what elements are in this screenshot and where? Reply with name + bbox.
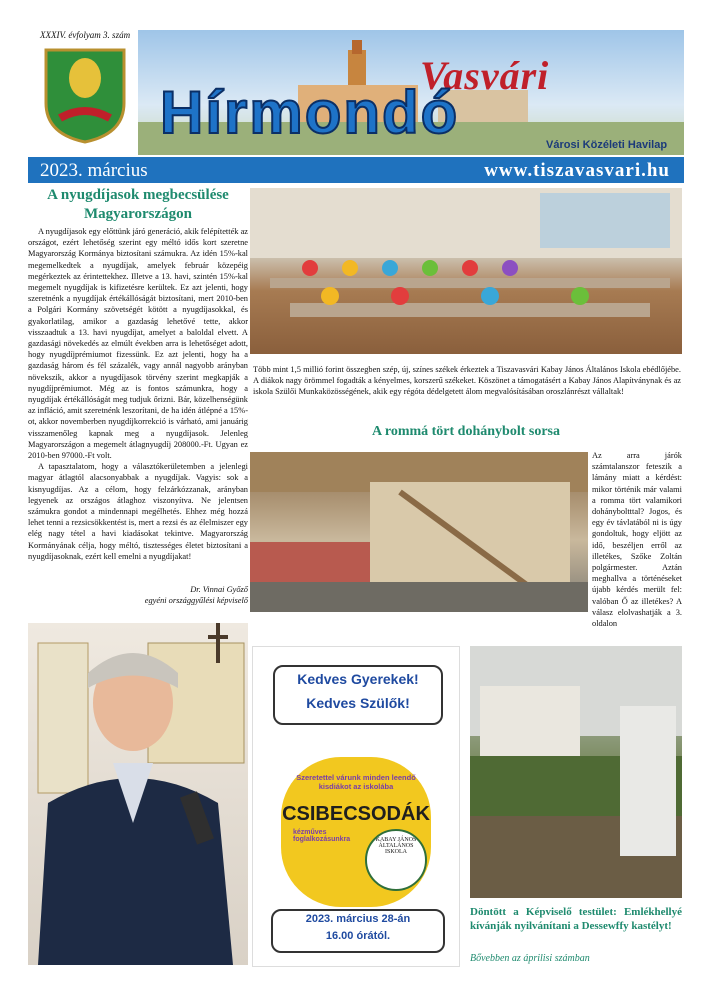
poster-event-sub: kézműves foglalkozásunkra <box>293 829 351 843</box>
poster-greeting-children: Kedves Gyerekek! <box>297 671 419 687</box>
issue-number: XXXIV. évfolyam 3. szám <box>40 30 131 40</box>
article-pension-title: A nyugdíjasok megbecsülése Magyarországon <box>47 187 229 222</box>
article-tobacco-body: Az arra járók számtalanszor feteszik a lámány miatt a kérdést: mikor történik már valami a romma tört valamikori dohányboltttal? Jogos, és egy év távlatából ni is úgy gondoltuk, hogy eljött az idő, beszéljen erről az illetékes, Szőke Zoltán polgármester. Aztán meghallva a történéseket újabb kérdés merült fel: valóban Ő az illetékes? A válasz elolvashatják a 3. oldalon <box>592 451 682 629</box>
article-tobacco-title: A rommá tört dohánybolt sorsa <box>372 424 560 439</box>
poster-invite: Szeretettel várunk minden leendő kisdiákot az iskolába <box>296 773 416 791</box>
school-canteen-photo <box>250 188 682 354</box>
poster-greeting-box <box>273 665 443 725</box>
masthead-title-hirmondo: Hírmondó <box>160 79 460 146</box>
article-castle-body: Döntött a Képviselő testület: Emlékhellyé kívánják nyilvánítani a Dessewffy kastélyt! <box>470 906 682 932</box>
town-crest-icon <box>44 48 126 144</box>
school-seal-icon: KABAY JÁNOS ÁLTALÁNOS ISKOLA <box>365 829 427 891</box>
author-name: Dr. Vinnai Győző <box>190 585 248 594</box>
poster-time: 16.00 órától. <box>325 930 391 942</box>
ruined-shop-photo <box>250 452 588 612</box>
dessewffy-park-photo <box>470 646 682 898</box>
issue-date: 2023. március <box>40 160 148 181</box>
poster-greeting-parents: Kedves Szülők! <box>306 695 410 711</box>
article-signature <box>28 584 248 606</box>
mp-interview-photo <box>28 623 248 965</box>
article-pension-body <box>28 226 248 562</box>
poster-event-title: CSIBECSODÁK <box>282 803 430 825</box>
masthead-subtitle: Városi Közéleti Havilap <box>546 139 668 151</box>
article-paragraph: A nyugdíjasok egy előttünk járó generáció, akik felépítették az országot, ezért lehetőség szerint egy méltó idős kort szeretne Magyarország Kormánya biztosítani számukra. Az idén 15%-kal megemelkedtek a nyugdíjak, amelyek február közepéig megérkeztek az érintettekhez. Illetve a 13. havi, szintén 15%-kal megemelt nyugdíjak is kifizetésre kerültek. Ez azt jelenti, hogy szeretnénk a nyugdíjak értékállóságát biztosítani, mert 2010-ben a Polgári Kormány szövetségét kötött a nyugdíjasokkal, és gyakorlatilag, amikor a gazdaság lehetővé tette, akkor visszaadtuk a 13. havi nyugdíjat, amelyet a baloldal elvett. A gazdasági növekedés az elmúlt években arra is lehetőséget adott, hogy nyugdíjprémiumot fizessünk. Ez azt jelenti, hogy ha a gazdaság három és fél százalék, vagy annál nagyobb arányban növekszik, akkor a nyugdíjasok törvény szerint megkapják a nyugdíjprémiumot. Még az is fontos számunkra, hogy a nyugdíjak értékállóságát meg tudjuk őrizni. Bár, közelhenségünk az infláció, amit szeretnénk leszorítani, de ha idén átlépné a 15%-ot, akkor novemberben nyugdíjkorrekció is várható, ami januárig visszamenőleg kapnak meg a nyugdíjasok. Jelenleg Magyarországon a megemelt átlagnyugdíj 208000.-Ft. Ugyan ez 2010-ben 97000.-Ft volt. <box>28 227 248 461</box>
masthead-title-vasvari: Vasvári <box>420 53 550 98</box>
poster-date: 2023. március 28-án <box>305 913 411 925</box>
csibecsodak-poster <box>252 646 460 967</box>
date-bar <box>28 157 684 183</box>
author-role: egyéni országgyűlési képviselő <box>144 596 248 605</box>
canteen-photo-caption: Több mint 1,5 millió forint összegben szép, új, színes székek érkeztek a Tiszavasvári Kabay János Általános Iskola ebédlőjébe. A diákok nagy örömmel fogadták a kényelmes, korszerű székeket. Köszönet a támogatásért a Kabay János Alapítványnak és az iskola Szülői Munkaközösségének, akik egy régóta dédelgetett álom megvalósításában oroszlánrészt vállaltak! <box>253 365 681 397</box>
article-castle-more: Bővebben az áprilisi számban <box>470 953 590 964</box>
poster-datetime-box <box>271 909 445 953</box>
article-paragraph: A tapasztalatom, hogy a választókerületemben a jelenlegi magyar átlagtól alacsonyabbak a nyugdíjak. Vagyis: sok a kisnyugdíjas. Az a célom, hogy felzárkózzanak, arányban legyenek az országos átlaghoz viszonyítva. Ne jelentsen számukra gondot a mindennapi megélhetés. Ehhez még hozzá lehet tenni a rezsicsökkentést is, mert a rezsi és az élelmiszer egy elég nagy tétel a havi kiadásokat tekintve. Magyarország Kormányának célja, hogy méltó, tisztességes életet biztosítani a nyugdíjasoknak, ezért kell emelni a nyugdíjakat! <box>28 462 248 561</box>
website-url[interactable]: www.tiszavasvari.hu <box>484 160 670 181</box>
